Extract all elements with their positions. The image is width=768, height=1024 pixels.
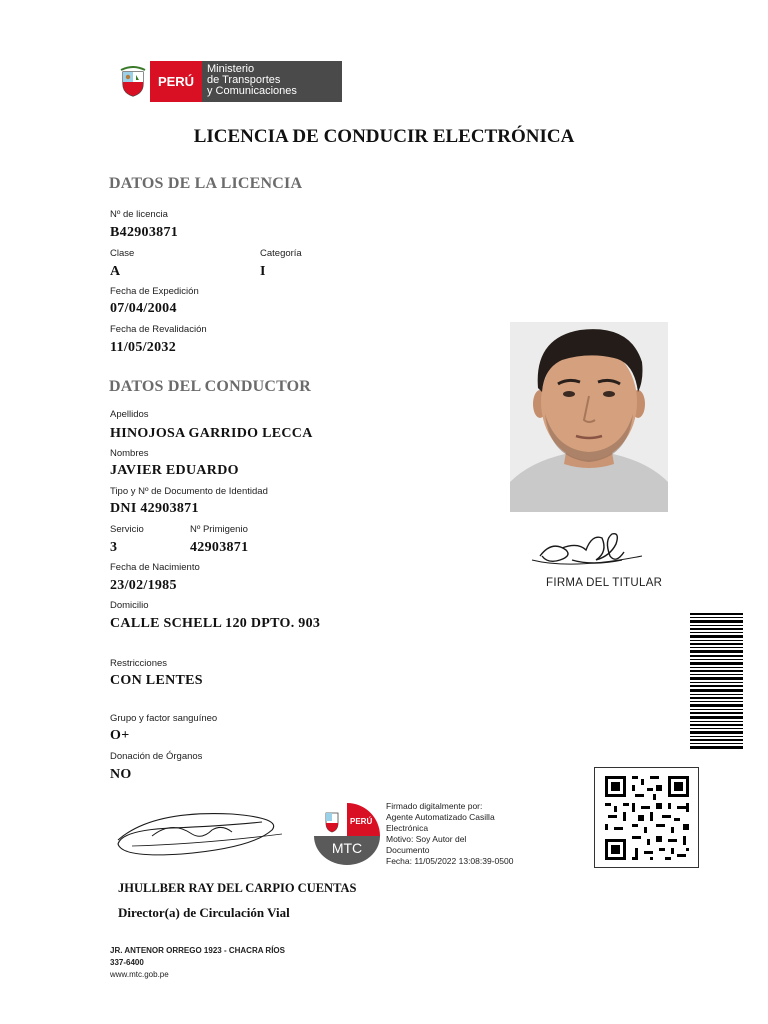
grupo-value: O+ [110, 728, 130, 743]
expedicion-value: 07/04/2004 [110, 301, 177, 316]
servicio-value: 3 [110, 540, 118, 555]
signed-line-5: Documento [386, 845, 430, 855]
document-title: LICENCIA DE CONDUCIR ELECTRÓNICA [193, 126, 575, 147]
domicilio-label: Domicilio [110, 600, 149, 611]
ministry-name [202, 61, 342, 102]
signed-line-3: Electrónica [386, 823, 429, 833]
nombres-value: JAVIER EDUARDO [110, 463, 239, 478]
section-title-conductor: DATOS DEL CONDUCTOR [109, 378, 312, 395]
holder-signature [512, 526, 684, 574]
qr-code [594, 767, 699, 868]
mtc-peru-label: PERÚ [350, 817, 373, 826]
restricciones-value: CON LENTES [110, 673, 203, 688]
expedicion-label: Fecha de Expedición [110, 286, 199, 297]
categoria-value: I [260, 264, 266, 279]
restricciones-label: Restricciones [110, 658, 168, 669]
signed-line-4: Motivo: Soy Autor del [386, 834, 467, 844]
apellidos-value: HINOJOSA GARRIDO LECCA [110, 426, 313, 441]
peru-label: PERÚ [150, 61, 202, 102]
revalidacion-label: Fecha de Revalidación [110, 324, 207, 335]
footer-address: JR. ANTENOR ORREGO 1923 - CHACRA RÍOS [110, 946, 285, 955]
servicio-label: Servicio [110, 524, 144, 535]
nacimiento-value: 23/02/1985 [110, 578, 177, 593]
apellidos-label: Apellidos [110, 409, 149, 420]
ministry-line-3: y Comunicaciones [207, 85, 297, 97]
revalidacion-value: 11/05/2032 [110, 340, 177, 355]
mtc-logo [314, 803, 380, 865]
signed-line-1: Firmado digitalmente por: [386, 801, 483, 811]
primigenio-label: Nº Primigenio [190, 524, 248, 535]
clase-label: Clase [110, 248, 135, 259]
director-role: Director(a) de Circulación Vial [118, 905, 290, 920]
signed-line-6: Fecha: 11/05/2022 13:08:39-0500 [386, 856, 514, 866]
primigenio-value: 42903871 [190, 540, 249, 555]
coat-of-arms-icon [116, 61, 150, 102]
licencia-numero-label: Nº de licencia [110, 209, 168, 220]
footer-web[interactable]: www.mtc.gob.pe [110, 970, 169, 979]
categoria-label: Categoría [260, 248, 302, 259]
section-title-licencia: DATOS DE LA LICENCIA [109, 175, 303, 192]
director-name: JHULLBER RAY DEL CARPIO CUENTAS [118, 881, 357, 895]
licencia-numero: B42903871 [110, 225, 179, 240]
ministry-line-2: de Transportes [207, 74, 281, 86]
domicilio-value: CALLE SCHELL 120 DPTO. 903 [110, 616, 321, 631]
nombres-label: Nombres [110, 448, 149, 459]
footer-phone: 337-6400 [110, 958, 144, 967]
firma-titular-label: FIRMA DEL TITULAR [546, 577, 663, 589]
grupo-label: Grupo y factor sanguíneo [110, 713, 218, 724]
nacimiento-label: Fecha de Nacimiento [110, 562, 200, 573]
documento-value: DNI 42903871 [110, 501, 199, 516]
barcode [690, 613, 743, 749]
ministry-logo [116, 61, 342, 102]
director-signature [112, 800, 292, 864]
digital-signature-info [386, 801, 546, 867]
signed-line-2: Agente Automatizado Casilla [386, 812, 495, 822]
documento-label: Tipo y Nº de Documento de Identidad [110, 486, 268, 497]
holder-photo [510, 322, 668, 512]
mtc-label: MTC [331, 840, 363, 856]
donacion-value: NO [110, 767, 132, 782]
clase-value: A [110, 264, 121, 279]
ministry-line-1: Ministerio [207, 63, 255, 75]
donacion-label: Donación de Órganos [110, 751, 203, 762]
